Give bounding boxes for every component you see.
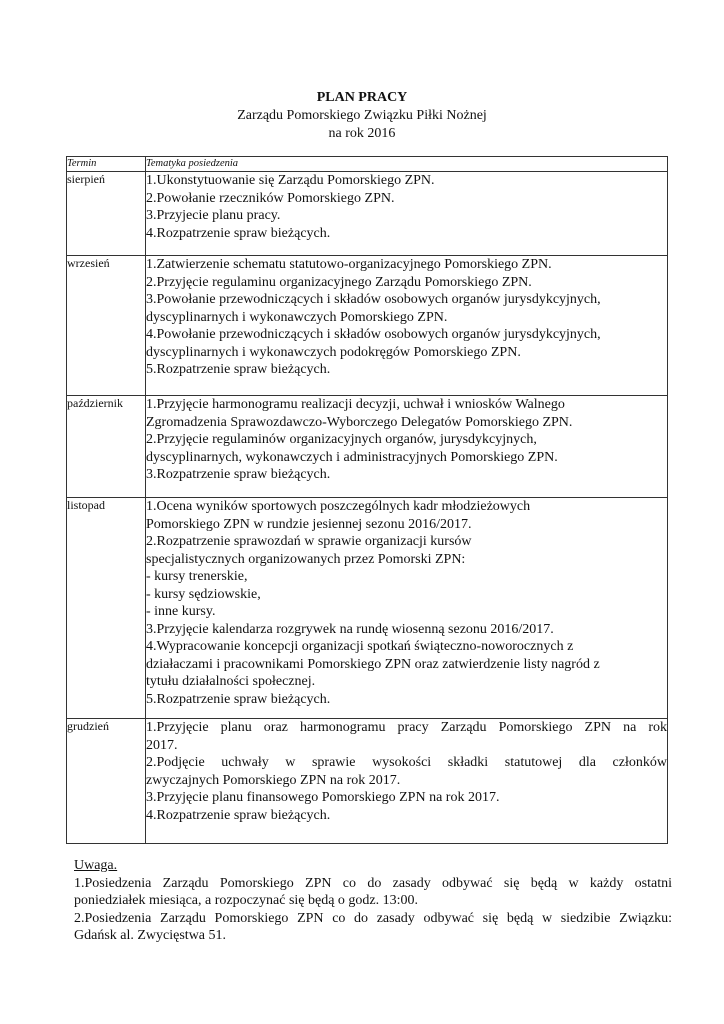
plan-table (66, 156, 668, 844)
topic-line: 1.Ukonstytuowanie się Zarządu Pomorskiego ZPN. (146, 173, 435, 188)
table-row (67, 719, 668, 844)
table-row (67, 498, 668, 719)
topic-line: 3.Rozpatrzenie spraw bieżących. (146, 467, 331, 482)
topic-line: 1.Ocena wyników sportowych poszczególnych kadr młodzieżowych (146, 499, 531, 514)
notes-title: Uwaga. (74, 858, 118, 873)
table-row (67, 396, 668, 498)
page-year: na rok 2016 (328, 126, 396, 141)
topic-line: działaczami i pracownikami Pomorskiego ZPN oraz zatwierdzenie listy nagród z (146, 656, 600, 672)
topic-line: 3.Przyjęcie kalendarza rozgrywek na rundę wiosenną sezonu 2016/2017. (146, 621, 554, 637)
topic-line: 2.Rozpatrzenie sprawozdań w sprawie organizacji kursów (146, 534, 472, 549)
topic-line: 2.Powołanie rzeczników Pomorskiego ZPN. (146, 190, 395, 206)
topic-line: zwyczajnych Pomorskiego ZPN na rok 2017. (146, 772, 401, 788)
topic-line: Pomorskiego ZPN w rundzie jesiennej sezonu 2016/2017. (146, 516, 472, 532)
topic-line: 4.Wypracowanie koncepcji organizacji spotkań świąteczno-noworocznych z (146, 639, 574, 654)
page-subtitle: Zarządu Pomorskiego Związku Piłki Nożnej (237, 108, 487, 123)
topic-line: Zgromadzenia Sprawozdawczo-Wyborczego Delegatów Pomorskiego ZPN. (146, 414, 573, 430)
row-topics (146, 498, 668, 719)
topic-line: 5.Rozpatrzenie spraw bieżących. (146, 691, 331, 707)
note-line: Gdańsk al. Zwycięstwa 51. (74, 928, 227, 943)
row-topics (146, 719, 668, 844)
topic-line: 4.Powołanie przewodniczących i składów osobowych organów jurysdykcyjnych, (146, 327, 601, 342)
topic-line: 4.Rozpatrzenie spraw bieżących. (146, 225, 331, 241)
row-topics (146, 172, 668, 256)
row-term: sierpień (67, 172, 146, 256)
row-topics (146, 256, 668, 396)
row-term: grudzień (67, 719, 146, 844)
note-line: 2.Posiedzenia Zarządu Pomorskiego ZPN co do zasady odbywać się będą w siedzibie Związku: (74, 910, 672, 926)
topic-line: 3.Przyjecie planu pracy. (146, 208, 281, 223)
topic-line: tytułu działalności społecznej. (146, 674, 316, 689)
topic-line: 2.Przyjęcie regulaminów organizacyjnych organów, jurysdykcyjnych, (146, 432, 537, 447)
topic-line: specjalistycznych organizowanych przez Pomorski ZPN: (146, 551, 466, 567)
note-line: poniedziałek miesiąca, a rozpoczynać się będą o godz. 13:00. (74, 893, 419, 908)
table-row (67, 256, 668, 396)
row-topics (146, 396, 668, 498)
topic-line: 2017. (146, 737, 178, 753)
table-header-row (67, 157, 668, 172)
notes-section (74, 857, 672, 945)
topic-line: dyscyplinarnych i wykonawczych podokręgów Pomorskiego ZPN. (146, 344, 521, 360)
page-title: PLAN PRACY (316, 90, 408, 105)
note-line: 1.Posiedzenia Zarządu Pomorskiego ZPN co do zasady odbywać się będą w każdy ostatni (74, 875, 672, 891)
topic-line: - inne kursy. (146, 604, 216, 619)
row-term: wrzesień (67, 256, 146, 396)
topic-line: 5.Rozpatrzenie spraw bieżących. (146, 362, 331, 377)
document-header (0, 89, 724, 143)
topic-line: 3.Powołanie przewodniczących i składów osobowych organów jurysdykcyjnych, (146, 292, 601, 307)
column-header-topics: Tematyka posiedzenia (146, 157, 668, 172)
topic-line: 2.Przyjęcie regulaminu organizacyjnego Zarządu Pomorskiego ZPN. (146, 274, 532, 290)
topic-line: 1.Zatwierzenie schematu statutowo-organizacyjnego Pomorskiego ZPN. (146, 257, 552, 272)
topic-line: dyscyplinarnych i wykonawczych Pomorskiego ZPN. (146, 309, 448, 325)
topic-line: 2.Podjęcie uchwały w sprawie wysokości składki statutowej dla członków (146, 755, 667, 770)
column-header-term: Termin (67, 157, 146, 172)
topic-line: dyscyplinarnych, wykonawczych i administracyjnych Pomorskiego ZPN. (146, 449, 558, 465)
row-term: październik (67, 396, 146, 498)
topic-line: 3.Przyjęcie planu finansowego Pomorskiego ZPN na rok 2017. (146, 790, 500, 805)
topic-line: - kursy sędziowskie, (146, 586, 261, 602)
topic-line: 4.Rozpatrzenie spraw bieżących. (146, 807, 331, 823)
table-row (67, 172, 668, 256)
row-term: listopad (67, 498, 146, 719)
topic-line: 1.Przyjęcie planu oraz harmonogramu pracy Zarządu Pomorskiego ZPN na rok (146, 720, 667, 735)
topic-line: 1.Przyjęcie harmonogramu realizacji decyzji, uchwał i wniosków Walnego (146, 397, 565, 412)
topic-line: - kursy trenerskie, (146, 569, 248, 584)
